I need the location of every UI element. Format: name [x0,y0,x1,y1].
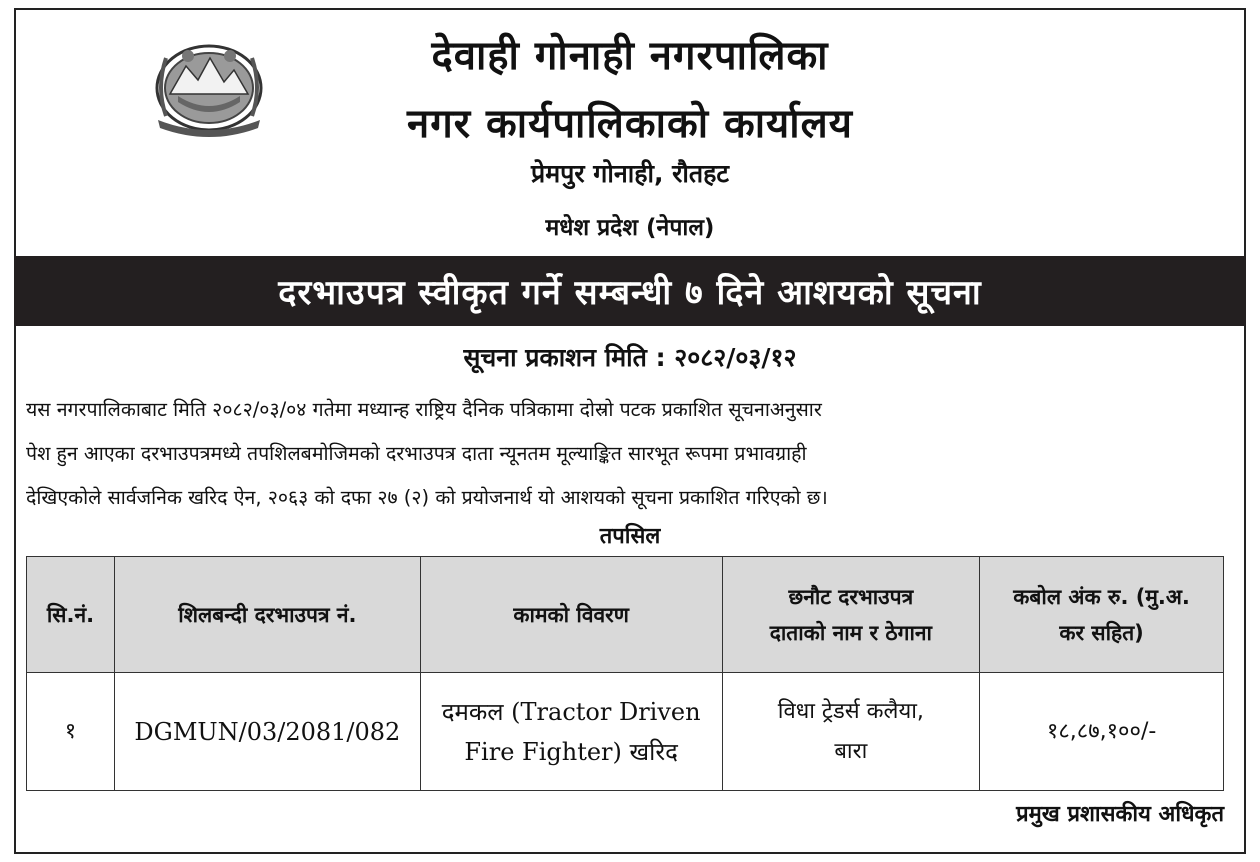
office-name: नगर कार्यपालिकाको कार्यालय [407,101,853,147]
cell-work-line1: दमकल (Tractor Driven [441,697,701,726]
signatory-title: प्रमुख प्रशासकीय अधिकृत [1016,802,1224,827]
cell-bidder [722,673,980,791]
bid-details-table [26,556,1224,791]
municipality-name: देवाही गोनाही नगरपालिका [431,33,829,79]
cell-bidder-line2: बारा [834,738,868,764]
province-line: मधेश प्रदेश (नेपाल) [545,215,715,241]
body-line-1: यस नगरपालिकाबाट मिति २०८२/०३/०४ गतेमा मध्यान्ह राष्ट्रिय दैनिक पत्रिकामा दोस्रो पटक प्रकाशित सूचनाअनुसार [26,398,822,421]
header-amount-line2: कर सहित) [1059,620,1144,645]
table-caption: तपसिल [599,524,661,549]
header-sn: सि.नं. [27,557,115,673]
header-amount [980,557,1224,673]
body-line-2: पेश हुन आएका दरभाउपत्रमध्ये तपशिलबमोजिमको दरभाउपत्र दाता न्यूनतम मूल्याङ्कित सारभूत रूपमा प्रभावग्राही [26,442,807,465]
header-bidder-line2: दाताको नाम र ठेगाना [769,620,932,645]
body-line-3: देखिएकोले सार्वजनिक खरिद ऐन, २०६३ को दफा २७ (२) को प्रयोजनार्थ यो आशयको सूचना प्रकाशित गरिएको छ। [26,486,828,509]
notice-body [26,388,1226,520]
header-bid-no: शिलबन्दी दरभाउपत्र नं. [114,557,420,673]
header-bidder [722,557,980,673]
office-address: प्रेमपुर गोनाही, रौतहट [531,159,729,188]
notice-title-banner [14,256,1246,326]
publication-date: सूचना प्रकाशन मिति : २०८२/०३/१२ [463,343,797,372]
header-bidder-line1: छनौट दरभाउपत्र [788,584,914,609]
header-amount-line1: कबोल अंक रु. (मु.अ. [1013,584,1190,609]
cell-work-line2: Fire Fighter) खरिद [464,737,678,766]
cell-amount: १८,८७,१००/- [980,673,1224,791]
cell-work-desc [420,673,722,791]
table-header-row [27,557,1224,673]
cell-bid-no: DGMUN/03/2081/082 [114,673,420,791]
notice-title: दरभाउपत्र स्वीकृत गर्ने सम्बन्धी ७ दिने आशयको सूचना [278,273,982,313]
table-row [27,673,1224,791]
cell-sn: १ [27,673,115,791]
cell-bidder-line1: विधा ट्रेडर्स कलैया, [777,698,924,724]
header-work-desc: कामको विवरण [420,557,722,673]
